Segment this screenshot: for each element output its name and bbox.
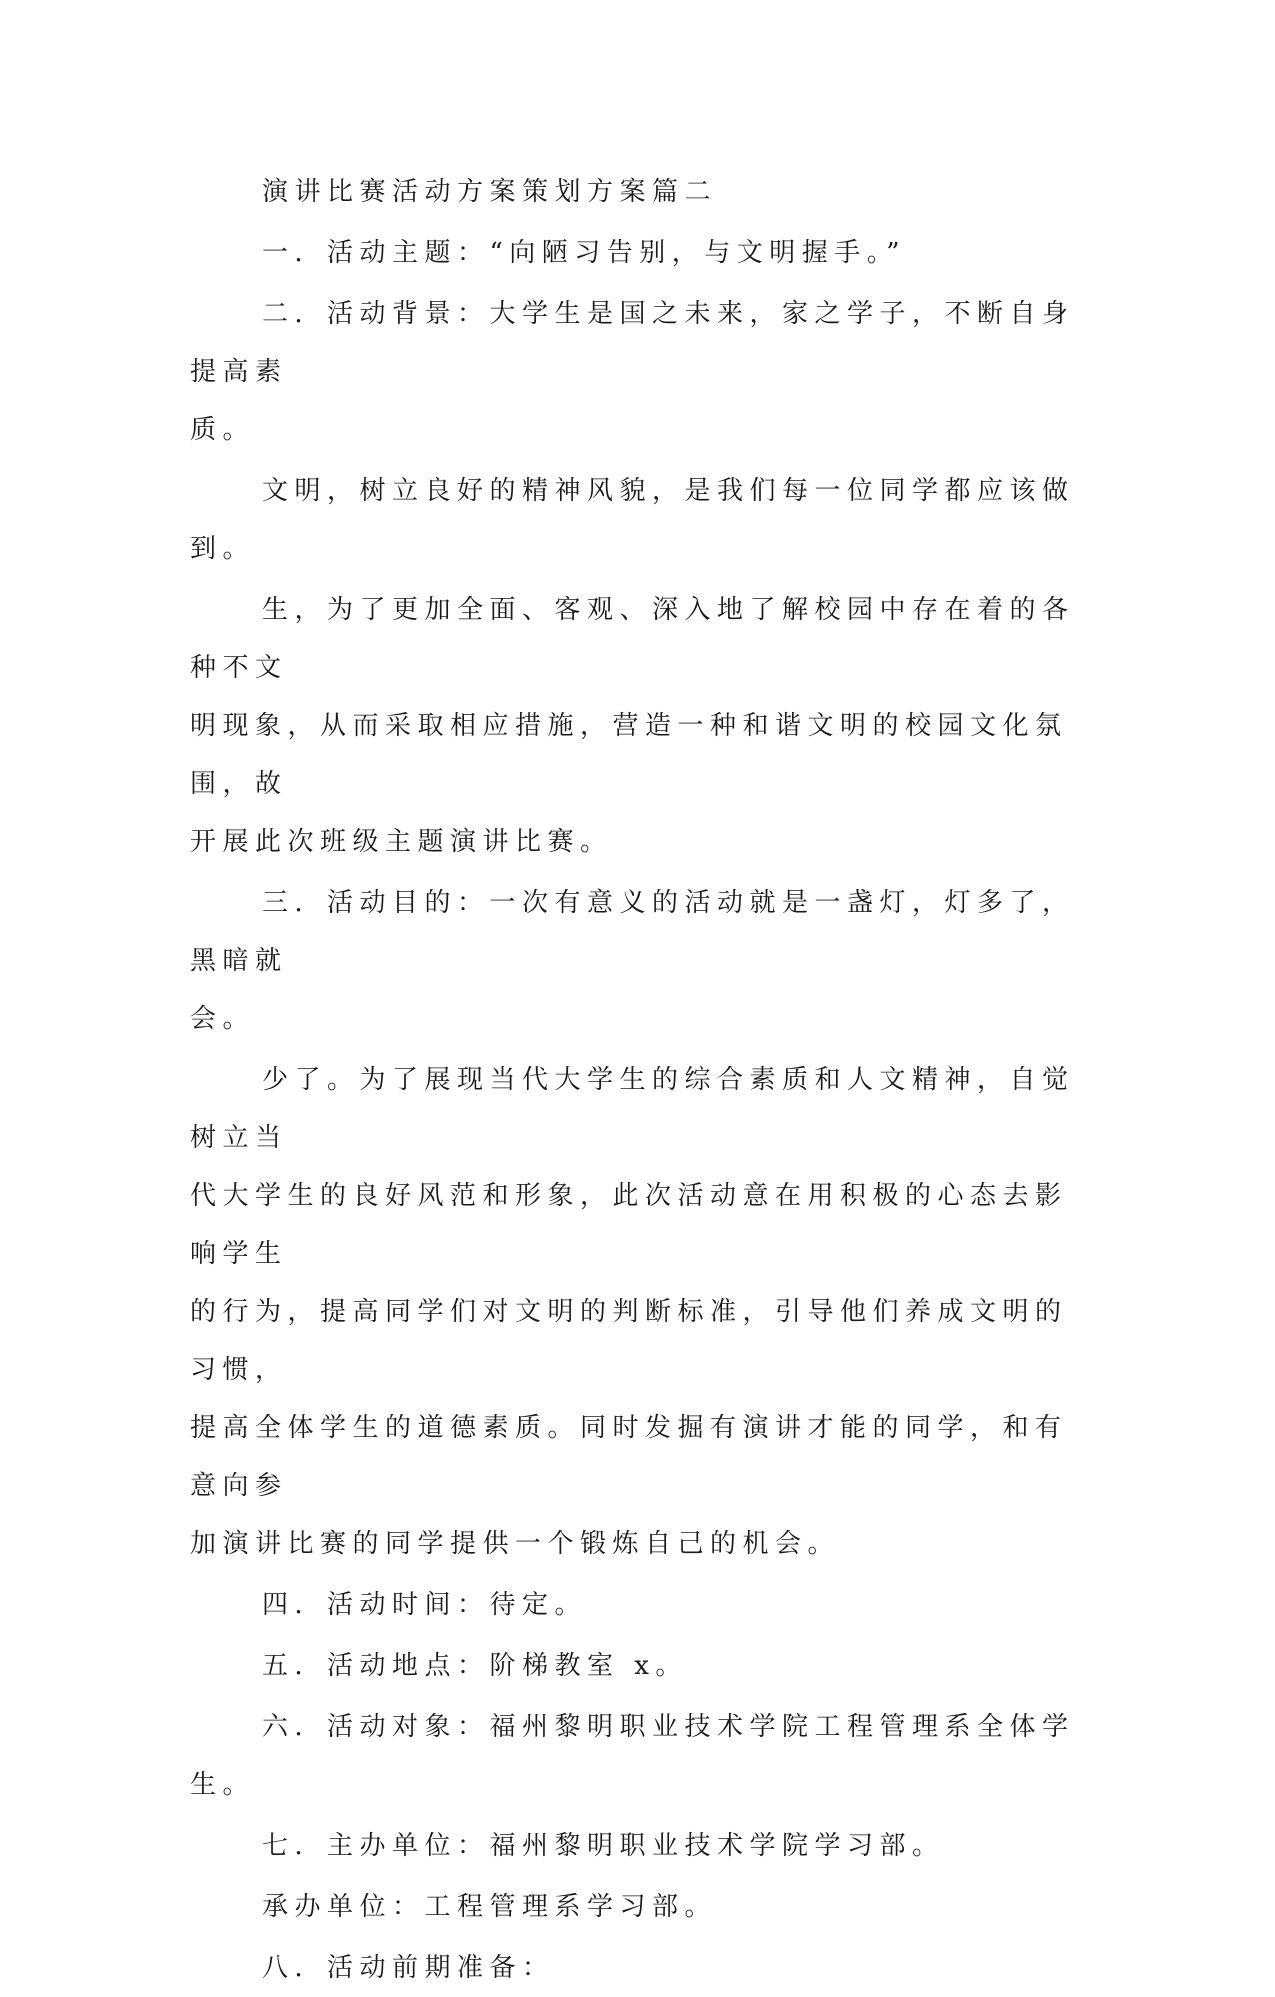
paragraph-participants: 六．活动对象：福州黎明职业技术学院工程管理系全体学生。 [190, 1712, 1075, 1800]
paragraph-organizer: 七．主办单位：福州黎明职业技术学院学习部。 [262, 1831, 945, 1861]
document-title: 演讲比赛活动方案策划方案篇二 [262, 177, 718, 207]
paragraph-objective-detail: 少了。为了展现当代大学生的综合素质和人文精神，自觉树立当 代大学生的良好风范和形象，此次活动意在用积极的心态去影响学生 的行为，提高同学们对文明的判断标准，引导他们养成文明的习惯， 提高全体学生的道德素质。同时发掘有演讲才能的同学，和有意向参 加演讲比赛的同学提供一个锻炼自己的机会。 [190, 1065, 1075, 1559]
paragraph-time: 四．活动时间：待定。 [262, 1590, 588, 1620]
paragraph-civility: 文明，树立良好的精神风貌，是我们每一位同学都应该做到。 [190, 476, 1075, 564]
paragraph-objective: 三．活动目的：一次有意义的活动就是一盏灯，灯多了，黑暗就 会。 [190, 888, 1075, 1034]
paragraph-co-organizer: 承办单位：工程管理系学习部。 [262, 1892, 718, 1922]
paragraph-background: 二．活动背景：大学生是国之未来，家之学子，不断自身提高素 质。 [190, 299, 1075, 445]
document-body [190, 163, 1080, 1997]
paragraph-theme: 一．活动主题：“向陋习告别，与文明握手。” [262, 238, 907, 268]
paragraph-preparation: 八．活动前期准备： [262, 1953, 555, 1983]
paragraph-location: 五．活动地点：阶梯教室 x。 [262, 1651, 688, 1681]
paragraph-purpose-intro: 生，为了更加全面、客观、深入地了解校园中存在着的各种不文 明现象，从而采取相应措施，营造一种和谐文明的校园文化氛围，故 开展此次班级主题演讲比赛。 [190, 595, 1075, 857]
